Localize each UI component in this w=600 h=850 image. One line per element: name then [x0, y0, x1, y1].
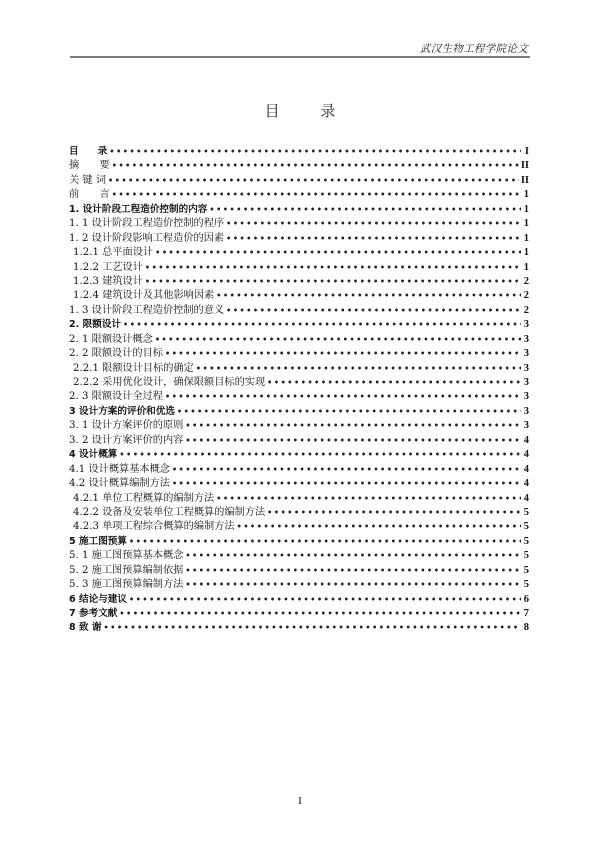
- toc-entry-page: 3: [523, 362, 529, 374]
- toc-entry-page: 5: [523, 564, 529, 576]
- toc-leader-dots: [216, 288, 521, 302]
- toc-entry[interactable]: [69, 317, 529, 331]
- toc-leader-dots: [226, 216, 521, 230]
- toc-leader-dots: [119, 606, 521, 620]
- toc-entry-label: 1.2.4 建筑设计及其他影响因素: [73, 290, 215, 302]
- toc-entry-label: 1.2.2 工艺设计: [73, 261, 143, 273]
- toc-entry-page: 2: [523, 304, 529, 316]
- toc-entry-label: 4.2.1 单位工程概算的编制方法: [73, 492, 215, 504]
- toc-entry[interactable]: [69, 592, 529, 606]
- toc-leader-dots: [104, 620, 521, 634]
- toc-entry-page: 1: [523, 247, 529, 259]
- page-title: 目 录: [264, 102, 354, 120]
- toc-entry-page: 5: [523, 535, 529, 547]
- toc-leader-dots: [109, 144, 521, 158]
- toc-entry[interactable]: [69, 577, 529, 591]
- toc-entry[interactable]: [69, 173, 529, 187]
- toc-entry[interactable]: [69, 303, 529, 317]
- toc-entry-page: 5: [523, 521, 529, 533]
- toc-entry[interactable]: [69, 563, 529, 577]
- toc-entry-page: 7: [523, 608, 529, 619]
- toc-leader-dots: [108, 173, 519, 187]
- toc-entry-label: 3. 1 设计方案评价的原则: [69, 420, 184, 432]
- toc-entry[interactable]: [69, 245, 529, 259]
- toc-entry-label: 5 施工图预算: [69, 535, 127, 547]
- toc-entry-label: 目 录: [69, 146, 108, 157]
- toc-entry-page: 3: [523, 420, 529, 432]
- toc-entry[interactable]: [69, 433, 529, 447]
- toc-entry[interactable]: [69, 491, 529, 505]
- toc-entry-page: 3: [523, 333, 529, 345]
- toc-entry[interactable]: [69, 418, 529, 432]
- toc-entry-label: 摘 要: [69, 160, 110, 172]
- toc-leader-dots: [267, 505, 521, 519]
- toc-entry-label: 关 键 词: [69, 174, 107, 186]
- toc-entry-page: 2: [523, 290, 529, 302]
- toc-leader-dots: [112, 187, 521, 201]
- toc-entry-label: 8 致 谢: [69, 622, 102, 634]
- toc-leader-dots: [165, 389, 521, 403]
- toc-entry-label: 2. 1 限额设计概念: [69, 333, 153, 345]
- footer-page-number: I: [298, 795, 302, 807]
- toc-leader-dots: [112, 158, 519, 172]
- toc-entry[interactable]: [69, 404, 529, 418]
- toc-entry-page: 5: [523, 550, 529, 562]
- toc-entry[interactable]: [69, 361, 529, 375]
- toc-entry[interactable]: [69, 187, 529, 201]
- toc-entry-page: 1: [523, 189, 529, 201]
- toc-entry-label: 6 结论与建议: [69, 593, 127, 605]
- toc-leader-dots: [155, 332, 521, 346]
- toc-entry-label: 2. 2 限额设计的目标: [69, 348, 163, 360]
- toc-entry[interactable]: [69, 534, 529, 548]
- toc-entry-page: 3: [523, 405, 529, 417]
- toc-entry-page: 8: [523, 622, 529, 634]
- toc-entry[interactable]: [69, 231, 529, 245]
- toc-entry-label: 1. 3 设计阶段工程造价控制的意义: [69, 304, 225, 316]
- toc-leader-dots: [185, 548, 521, 562]
- toc-entry-label: 4.2.3 单项工程综合概算的编制方法: [73, 521, 235, 533]
- toc-entry[interactable]: [69, 505, 529, 519]
- toc-entry[interactable]: [69, 375, 529, 389]
- toc-leader-dots: [145, 260, 521, 274]
- toc-entry[interactable]: [69, 462, 529, 476]
- toc-entry[interactable]: [69, 346, 529, 360]
- toc-entry[interactable]: [69, 620, 529, 634]
- toc-leader-dots: [226, 303, 521, 317]
- toc-entry-label: 2. 限额设计: [69, 319, 122, 331]
- toc-entry-label: 2. 3 限额设计全过程: [69, 391, 163, 403]
- table-of-contents: [69, 144, 529, 635]
- toc-entry-page: 3: [523, 377, 529, 388]
- toc-leader-dots: [145, 274, 521, 288]
- toc-entry-label: 1.2.1 总平面设计: [73, 247, 154, 259]
- toc-leader-dots: [216, 491, 521, 505]
- toc-entry-page: 4: [523, 492, 529, 504]
- toc-entry-page: 3: [523, 348, 529, 360]
- toc-entry-label: 3 设计方案的评价和优选: [69, 405, 175, 417]
- toc-leader-dots: [185, 563, 521, 577]
- toc-leader-dots: [196, 361, 521, 375]
- toc-leader-dots: [237, 519, 521, 533]
- toc-entry[interactable]: [69, 274, 529, 288]
- toc-entry-page: 5: [523, 506, 529, 518]
- toc-entry-page: II: [520, 174, 529, 186]
- toc-entry-label: 3. 2 设计方案评价的内容: [69, 434, 184, 446]
- toc-leader-dots: [267, 375, 521, 389]
- toc-entry[interactable]: [69, 202, 529, 216]
- toc-entry[interactable]: [69, 288, 529, 302]
- toc-entry-label: 2.2.2 采用优化设计，确保限额目标的实现: [73, 377, 266, 388]
- toc-entry-page: 4: [523, 449, 529, 461]
- toc-entry-label: 1. 设计阶段工程造价控制的内容: [69, 203, 208, 215]
- header-rule: [70, 56, 530, 58]
- toc-entry[interactable]: [69, 548, 529, 562]
- toc-entry[interactable]: [69, 476, 529, 490]
- toc-entry[interactable]: [69, 260, 529, 274]
- toc-entry-label: 2.2.1 限额设计目标的确定: [73, 362, 194, 374]
- toc-entry[interactable]: [69, 158, 529, 172]
- toc-leader-dots: [185, 418, 521, 432]
- toc-entry-label: 5. 3 施工图预算编制方法: [69, 579, 184, 591]
- toc-leader-dots: [129, 534, 521, 548]
- toc-entry-page: II: [520, 160, 529, 172]
- toc-entry-label: 4 设计概算: [69, 449, 118, 461]
- toc-leader-dots: [123, 317, 521, 331]
- toc-entry-label: 5. 2 施工图预算编制依据: [69, 564, 184, 576]
- toc-entry-page: 4: [523, 434, 529, 446]
- toc-entry-page: 4: [523, 478, 529, 490]
- toc-leader-dots: [119, 447, 521, 461]
- toc-entry-page: 5: [523, 579, 529, 591]
- toc-leader-dots: [172, 476, 521, 490]
- toc-leader-dots: [177, 404, 521, 418]
- toc-entry[interactable]: [69, 389, 529, 403]
- toc-entry[interactable]: [69, 606, 529, 620]
- toc-entry[interactable]: [69, 447, 529, 461]
- toc-entry[interactable]: [69, 332, 529, 346]
- toc-entry[interactable]: [69, 216, 529, 230]
- toc-entry-label: 1.2.3 建筑设计: [73, 275, 143, 287]
- toc-leader-dots: [172, 462, 521, 476]
- toc-entry[interactable]: [69, 144, 529, 158]
- toc-leader-dots: [155, 245, 521, 259]
- toc-entry-label: 4.2 设计概算编制方法: [69, 478, 170, 490]
- toc-entry-page: 3: [523, 391, 529, 403]
- toc-leader-dots: [165, 346, 521, 360]
- toc-leader-dots: [226, 231, 521, 245]
- toc-entry-page: I: [524, 146, 529, 157]
- toc-entry-label: 5. 1 施工图预算基本概念: [69, 550, 184, 562]
- toc-entry-page: 3: [523, 319, 529, 331]
- toc-entry-page: 6: [523, 593, 529, 605]
- toc-entry-label: 前 言: [69, 189, 110, 201]
- toc-entry-page: 2: [523, 275, 529, 287]
- toc-entry-page: 1: [523, 232, 529, 244]
- toc-entry-page: 1: [523, 261, 529, 273]
- toc-entry-page: 1: [523, 218, 529, 230]
- toc-entry-label: 4.2.2 设备及安装单位工程概算的编制方法: [73, 506, 266, 518]
- toc-entry[interactable]: [69, 519, 529, 533]
- toc-entry-label: 4.1 设计概算基本概念: [69, 463, 170, 475]
- toc-entry-page: 4: [523, 463, 529, 475]
- toc-leader-dots: [185, 433, 521, 447]
- toc-entry-label: 1. 2 设计阶段影响工程造价的因素: [69, 232, 225, 244]
- toc-leader-dots: [185, 577, 521, 591]
- toc-leader-dots: [209, 202, 521, 216]
- running-header: 武汉生物工程学院论文: [420, 43, 528, 55]
- toc-entry-page: 1: [523, 203, 529, 215]
- toc-entry-label: 7 参考文献: [69, 608, 118, 619]
- toc-leader-dots: [129, 592, 521, 606]
- toc-entry-label: 1. 1 设计阶段工程造价控制的程序: [69, 218, 225, 230]
